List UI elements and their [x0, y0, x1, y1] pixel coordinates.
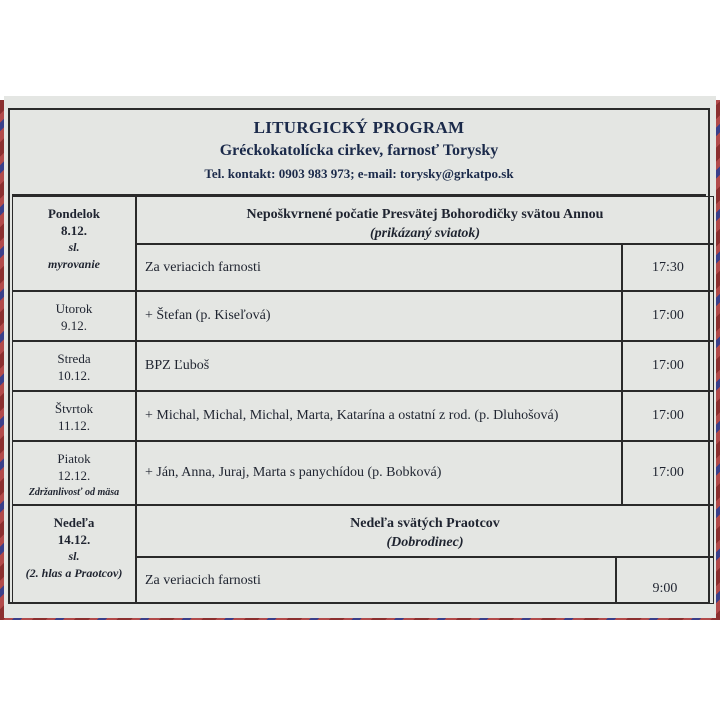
- intention-cell: [136, 391, 622, 441]
- day-date: 9.12.: [61, 318, 87, 333]
- day-cell-thursday: [12, 391, 136, 441]
- intention-cell: [136, 557, 616, 604]
- day-name: Nedeľa: [53, 515, 95, 530]
- time-cell: [622, 291, 714, 341]
- day-date: 10.12.: [57, 368, 91, 383]
- day-name: Utorok: [55, 301, 93, 316]
- intention-text: Za veriacich farnosti: [145, 259, 261, 275]
- program-title: LITURGICKÝ PROGRAM: [253, 118, 465, 137]
- day-note: sl.: [68, 240, 80, 254]
- day-note: sl.: [68, 549, 80, 563]
- time-cell: [622, 441, 714, 505]
- day-name: Piatok: [57, 451, 91, 466]
- feast-subtitle: (Dobrodinec): [386, 535, 464, 550]
- mass-time: 17:00: [652, 358, 684, 373]
- day-name: Pondelok: [47, 206, 100, 221]
- feast-cell-sunday: [136, 505, 714, 557]
- intention-text: + Michal, Michal, Michal, Marta, Katarína a ostatní z rod. (p. Dluhošová): [145, 408, 559, 423]
- intention-cell: [136, 291, 622, 341]
- feast-cell-monday: [136, 196, 714, 244]
- day-cell-sunday: [12, 505, 136, 604]
- mass-time: 17:00: [652, 308, 684, 323]
- feast-subtitle: (prikázaný sviatok): [369, 226, 481, 241]
- time-cell: [622, 391, 714, 441]
- day-cell-wednesday: [12, 341, 136, 391]
- parish-name: Gréckokatolícka cirkev, farnosť Torysky: [219, 142, 499, 159]
- fasting-note: Zdržanlivosť od mäsa: [28, 487, 120, 498]
- time-cell: [622, 341, 714, 391]
- day-date: 12.12.: [57, 468, 91, 483]
- intention-text: + Štefan (p. Kiseľová): [145, 308, 271, 323]
- mass-time: 17:00: [652, 408, 684, 423]
- intention-cell: [136, 441, 622, 505]
- intention-cell: [136, 244, 622, 291]
- day-name: Štvrtok: [54, 401, 94, 416]
- mass-time: 17:30: [652, 259, 684, 275]
- mass-time: 17:00: [652, 465, 684, 480]
- feast-title: Nedeľa svätých Praotcov: [350, 516, 500, 531]
- schedule-table: [10, 196, 716, 604]
- day-cell-monday: [12, 196, 136, 291]
- day-date: 11.12.: [57, 418, 91, 433]
- intention-text: Za veriacich farnosti: [145, 572, 261, 588]
- program-header: [12, 112, 706, 196]
- intention-text: + Ján, Anna, Juraj, Marta s panychídou (p. Bobková): [145, 465, 442, 480]
- day-cell-friday: [12, 441, 136, 505]
- contact-info: Tel. kontakt: 0903 983 973; e-mail: torysky@grkatpo.sk: [204, 166, 514, 181]
- intention-text: BPZ Ľuboš: [145, 358, 210, 373]
- day-note: (2. hlas a Praotcov): [25, 566, 123, 580]
- mass-time: 9:00: [652, 581, 678, 596]
- day-cell-tuesday: [12, 291, 136, 341]
- feast-title: Nepoškvrnené počatie Presvätej Bohorodičky svätou Annou: [246, 207, 604, 222]
- intention-cell: [136, 341, 622, 391]
- time-cell: [616, 557, 714, 604]
- day-date: 8.12.: [61, 223, 87, 238]
- day-date: 14.12.: [57, 532, 91, 547]
- time-cell: [622, 244, 714, 291]
- day-name: Streda: [57, 351, 91, 366]
- day-note: myrovanie: [48, 257, 100, 271]
